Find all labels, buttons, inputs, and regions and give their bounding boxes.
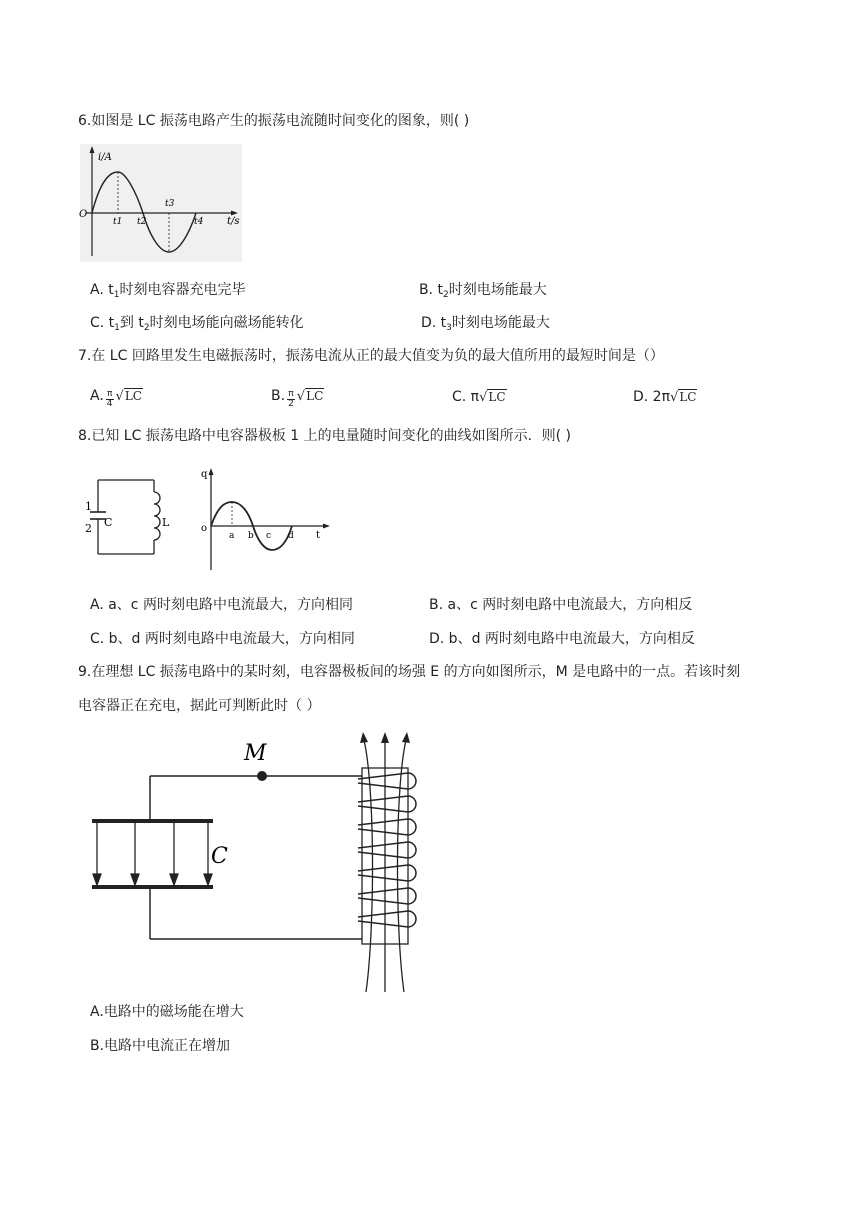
- point-m-label: M: [244, 741, 267, 766]
- q6-option-d[interactable]: D. $t_3$时刻电场能最大: [421, 315, 550, 333]
- q7-stem: 7.在 LC 回路里发生电磁振荡时，振荡电流从正的最大值变为负的最大值所用的最短时间是（）: [78, 348, 664, 364]
- q8-option-a[interactable]: A. a、c 两时刻电路中电流最大，方向相同: [90, 597, 353, 613]
- q9-stem-line-1: 9.在理想 LC 振荡电路中的某时刻，电容器极板间的场强 E 的方向如图所示，M 是电路中的一点。若该时刻: [78, 664, 741, 680]
- q6-stem: 6.如图是 LC 振荡电路产生的振荡电流随时间变化的图象，则( ): [78, 113, 470, 129]
- field-arrows: [93, 823, 212, 885]
- plate-2-label: 2: [85, 522, 92, 535]
- q6-option-c[interactable]: C. $t_1$到 $t_2$时刻电场能向磁场能转化: [90, 315, 304, 333]
- q9-option-a[interactable]: A.电路中的磁场能在增大: [90, 1004, 244, 1020]
- q8-option-c[interactable]: C. b、d 两时刻电路中电流最大，方向相同: [90, 631, 355, 647]
- t-axis-label: t/s: [227, 216, 240, 227]
- origin-label: O: [79, 209, 88, 220]
- t3-label: t3: [165, 199, 175, 209]
- q7-option-a[interactable]: A. $\frac{\pi}{4}$ √LC: [90, 388, 142, 409]
- inductor-label: L: [162, 516, 170, 529]
- q8-stem: 8.已知 LC 振荡电路中电容器极板 1 上的电量随时间变化的曲线如图所示．则( ): [78, 428, 572, 444]
- q8-option-d[interactable]: D. b、d 两时刻电路中电流最大，方向相反: [429, 631, 695, 647]
- solenoid-coils: [358, 773, 416, 927]
- inductor-coil: [154, 492, 160, 540]
- i-axis-label: i/A: [98, 152, 112, 163]
- q-axis-label: q: [201, 469, 208, 480]
- q8-lc-circuit: [84, 470, 174, 560]
- point-b-label: b: [248, 531, 254, 541]
- t1-label: t1: [113, 217, 123, 227]
- q7-option-d[interactable]: D. 2π√LC: [633, 389, 697, 405]
- plate-1-label: 1: [85, 500, 92, 513]
- point-c-label: c: [266, 531, 272, 541]
- t4-label: t4: [194, 217, 204, 227]
- q8-option-b[interactable]: B. a、c 两时刻电路中电流最大，方向相反: [429, 597, 693, 613]
- q9-option-b[interactable]: B.电路中电流正在增加: [90, 1038, 231, 1054]
- origin-label: o: [201, 523, 208, 534]
- t2-label: t2: [137, 217, 147, 227]
- q9-circuit-figure: [80, 728, 440, 998]
- q6-current-graph: [80, 144, 250, 264]
- q8-charge-graph: [196, 462, 336, 574]
- q9-stem-line-2: 电容器正在充电，据此可判断此时（ ）: [78, 698, 321, 714]
- q7-option-b[interactable]: B. $\frac{\pi}{2}$ √LC: [271, 388, 324, 409]
- capacitor-label: C: [104, 516, 113, 529]
- point-d-label: d: [288, 531, 294, 541]
- q6-option-b[interactable]: B. $t_2$时刻电场能最大: [419, 282, 547, 300]
- magnetic-field-arrowheads: [360, 732, 410, 743]
- q6-option-a[interactable]: A. $t_1$时刻电容器充电完毕: [90, 282, 246, 300]
- q7-option-c[interactable]: C. π√LC: [452, 389, 506, 405]
- point-m: [257, 771, 267, 781]
- capacitor-label: C: [211, 844, 228, 869]
- point-a-label: a: [229, 531, 235, 541]
- t-axis-label: t: [316, 530, 321, 541]
